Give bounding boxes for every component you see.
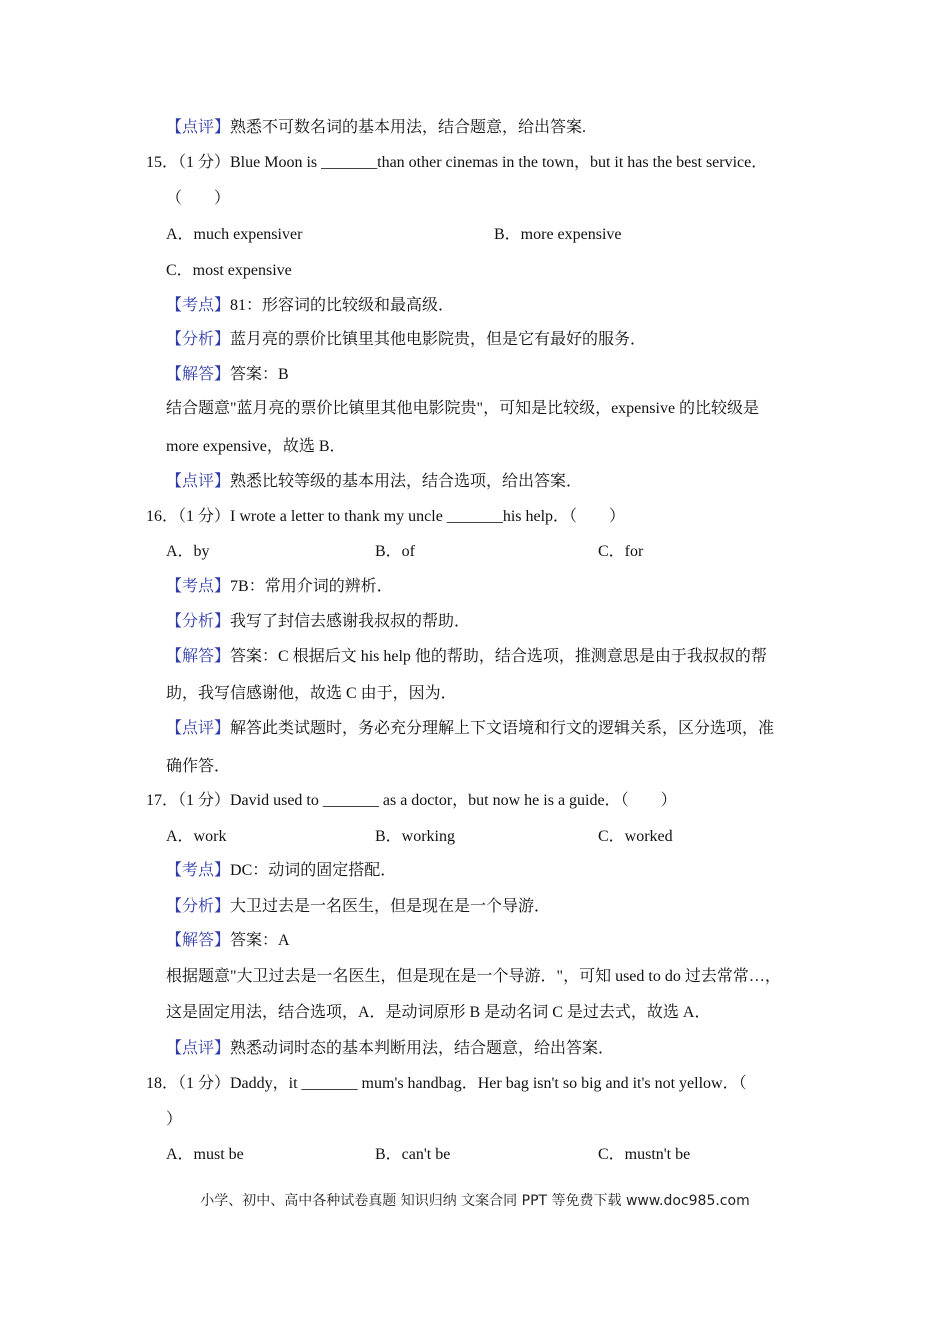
q17-dianping xyxy=(166,1038,614,1060)
jieda-tag: 【解答】 xyxy=(166,366,231,383)
q16-stem: 16．（1 分）I wrote a letter to thank my uncle _______his help．（ ） xyxy=(146,508,626,525)
q17-jieda-line2: 根据题意"大卫过去是一名医生，但是现在是一个导游．"，可知 used to do 过去常常…， xyxy=(166,968,781,985)
q16-dianping-line2: 确作答． xyxy=(166,758,231,775)
q16-option-b: B．of xyxy=(375,543,416,560)
q15-kaodian-text: 81：形容词的比较级和最高级． xyxy=(230,297,455,314)
q18-option-b: B．can't be xyxy=(375,1146,451,1163)
dianping-tag: 【点评】 xyxy=(166,473,231,490)
q18-option-a: A．must be xyxy=(166,1146,244,1163)
q15-kaodian xyxy=(166,295,454,317)
q16-kaodian-text: 7B：常用介词的辨析． xyxy=(230,578,393,595)
q17-kaodian-text: DC：动词的固定搭配． xyxy=(230,862,397,879)
q15-dianping xyxy=(166,471,582,493)
q18-stem: 18．（1 分）Daddy，it _______ mum's handbag．Her bag isn't so big and it's not yellow．（ xyxy=(146,1075,747,1092)
q17-kaodian xyxy=(166,860,396,882)
q15-option-a: A．much expensiver xyxy=(166,226,303,243)
q15-dianping-text: 熟悉比较等级的基本用法，结合选项，给出答案． xyxy=(230,473,583,490)
top-comment xyxy=(166,117,586,139)
top-comment-text: 熟悉不可数名词的基本用法，结合题意，给出答案. xyxy=(230,119,587,136)
q16-jieda-line2: 助，我写信感谢他，故选 C 由于，因为． xyxy=(166,685,457,702)
q15-fenxi xyxy=(166,329,646,351)
q17-jieda-text: 答案：A xyxy=(230,932,290,949)
q17-jieda-line3: 这是固定用法，结合选项，A．是动词原形 B 是动名词 C 是过去式，故选 A． xyxy=(166,1004,711,1021)
jieda-tag: 【解答】 xyxy=(166,648,231,665)
q15-jieda-line2: 结合题意"蓝月亮的票价比镇里其他电影院贵"，可知是比较级，expensive 的比较级是 xyxy=(166,400,760,417)
q17-fenxi xyxy=(166,896,550,918)
dianping-tag: 【点评】 xyxy=(166,119,231,136)
q15-jieda-line3: more expensive，故选 B． xyxy=(166,438,346,455)
q15-option-b: B．more expensive xyxy=(494,226,622,243)
q17-jieda xyxy=(166,930,290,952)
q16-fenxi-text: 我写了封信去感谢我叔叔的帮助． xyxy=(230,613,471,630)
fenxi-tag: 【分析】 xyxy=(166,613,231,630)
q18-option-c: C．mustn't be xyxy=(598,1146,691,1163)
q16-jieda xyxy=(166,646,767,668)
q15-stem: 15．（1 分）Blue Moon is _______than other cinemas in the town，but it has the best service． xyxy=(146,154,768,171)
q16-kaodian xyxy=(166,576,393,598)
q15-fenxi-text: 蓝月亮的票价比镇里其他电影院贵，但是它有最好的服务． xyxy=(230,331,647,348)
q16-fenxi xyxy=(166,611,470,633)
q17-stem: 17．（1 分）David used to _______ as a doctor，but now he is a guide．（ ） xyxy=(146,792,677,809)
dianping-tag: 【点评】 xyxy=(166,1040,231,1057)
kaodian-tag: 【考点】 xyxy=(166,578,231,595)
q16-dianping xyxy=(166,718,774,740)
kaodian-tag: 【考点】 xyxy=(166,862,231,879)
page-footer: 小学、初中、高中各种试卷真题 知识归纳 文案合同 PPT 等免费下载 www.doc985.com xyxy=(200,1193,750,1209)
kaodian-tag: 【考点】 xyxy=(166,297,231,314)
q17-option-c: C．worked xyxy=(598,828,673,845)
jieda-tag: 【解答】 xyxy=(166,932,231,949)
q16-jieda-text: 答案：C 根据后文 his help 他的帮助，结合选项，推测意思是由于我叔叔的帮 xyxy=(230,648,767,665)
q15-jieda xyxy=(166,364,289,386)
q15-answer-paren: （ ） xyxy=(166,190,231,207)
q18-answer-paren: ） xyxy=(166,1111,183,1128)
q17-fenxi-text: 大卫过去是一名医生，但是现在是一个导游． xyxy=(230,898,551,915)
q17-option-a: A．work xyxy=(166,828,227,845)
fenxi-tag: 【分析】 xyxy=(166,331,231,348)
q15-jieda-text: 答案：B xyxy=(230,366,289,383)
q16-option-c: C．for xyxy=(598,543,644,560)
q17-option-b: B．working xyxy=(375,828,456,845)
dianping-tag: 【点评】 xyxy=(166,720,231,737)
q16-dianping-text: 解答此类试题时，务必充分理解上下文语境和行文的逻辑关系，区分选项，准 xyxy=(230,720,775,737)
fenxi-tag: 【分析】 xyxy=(166,898,231,915)
q15-option-c: C．most expensive xyxy=(166,262,292,279)
q16-option-a: A．by xyxy=(166,543,210,560)
q17-dianping-text: 熟悉动词时态的基本判断用法，结合题意，给出答案． xyxy=(230,1040,615,1057)
